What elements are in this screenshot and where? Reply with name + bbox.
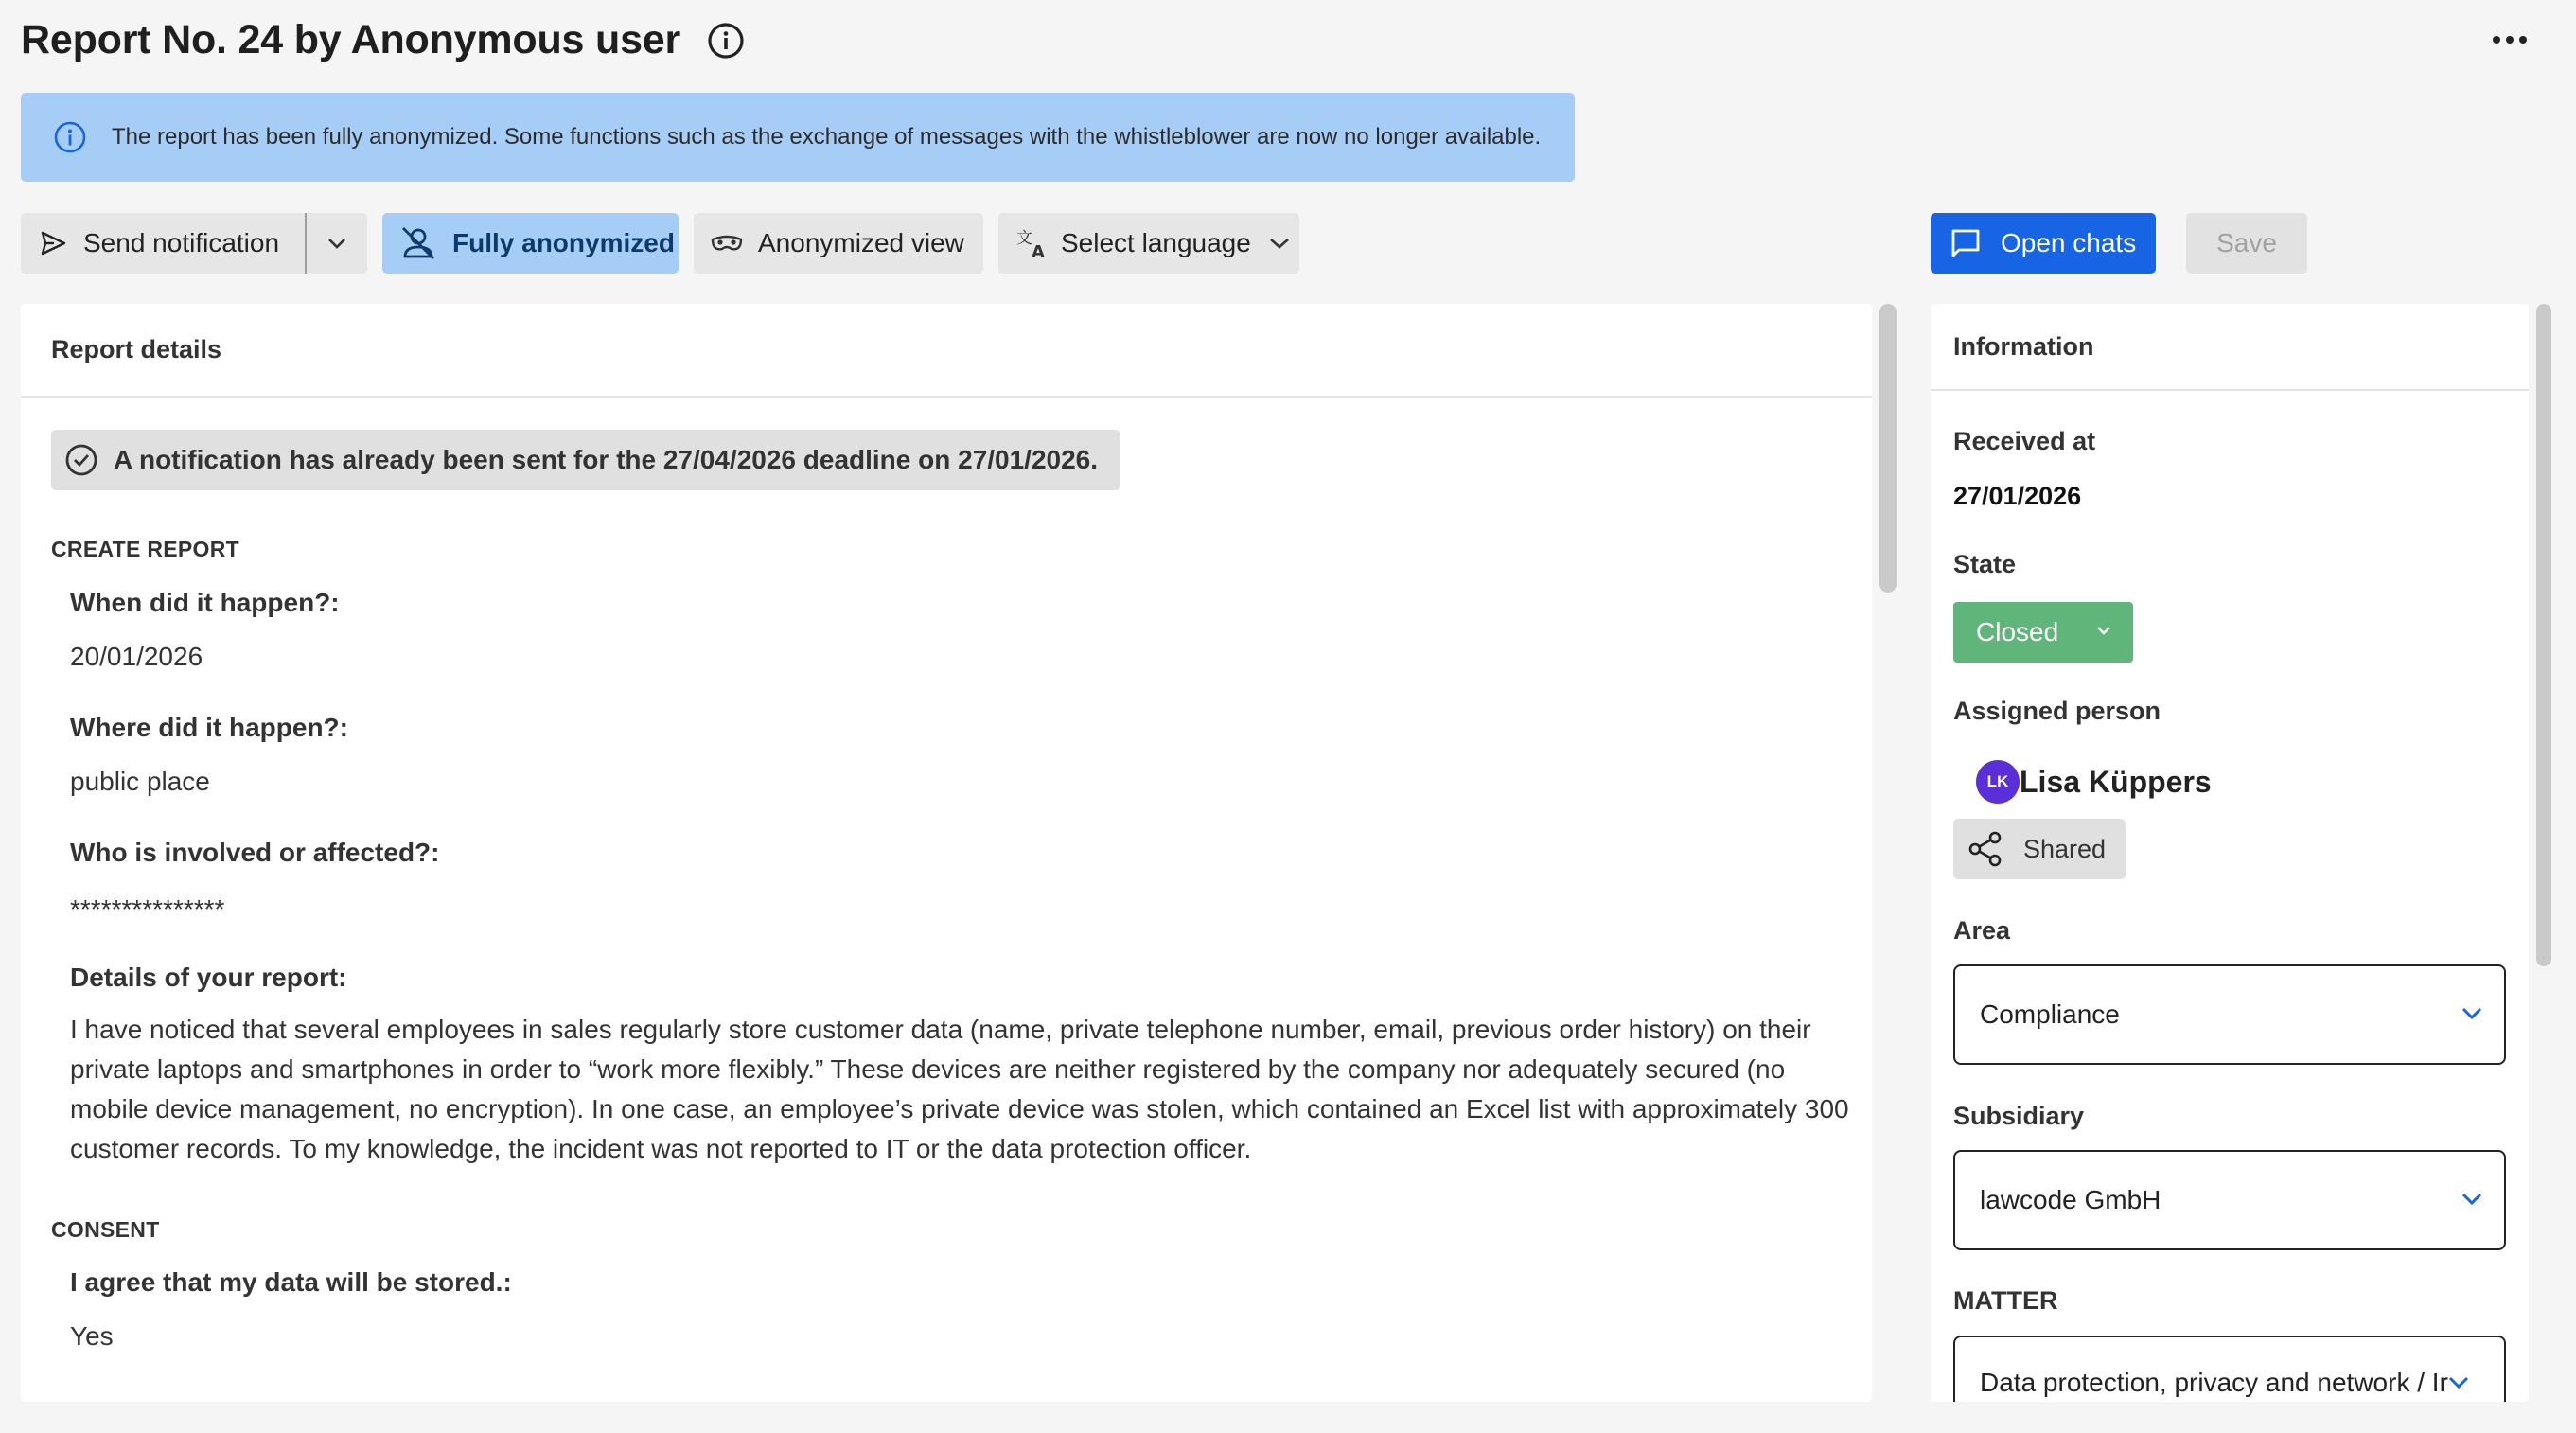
person-off-icon <box>399 224 437 262</box>
chevron-down-icon <box>2447 1375 2470 1390</box>
answer-value: public place <box>70 767 210 796</box>
matter-label: MATTER <box>1953 1286 2058 1315</box>
svg-text:文: 文 <box>1016 229 1032 248</box>
avatar: LK <box>1976 760 2020 804</box>
matter-select[interactable]: Data protection, privacy and network / Ir <box>1953 1336 2506 1402</box>
send-notification-button[interactable]: Send notification <box>21 213 367 274</box>
banner-text: The report has been fully anonymized. Some functions such as the exchange of messages with the whistleblower are now no longer available. <box>112 124 1542 150</box>
question-label: Where did it happen?: <box>70 713 348 742</box>
fully-anonymized-button[interactable]: Fully anonymized <box>382 213 679 274</box>
chevron-down-icon <box>2461 1006 2483 1021</box>
question-label: When did it happen?: <box>70 588 340 617</box>
section-title: CONSENT <box>51 1217 160 1242</box>
send-icon <box>38 228 68 258</box>
received-at-value: 27/01/2026 <box>1953 482 2082 510</box>
section-title: CREATE REPORT <box>51 537 239 561</box>
information-heading: Information <box>1931 304 2529 391</box>
information-scrollbar[interactable] <box>2536 304 2551 966</box>
chevron-down-icon <box>1268 237 1291 250</box>
question-label: Who is involved or affected?: <box>70 838 440 867</box>
subsidiary-label: Subsidiary <box>1953 1102 2085 1130</box>
area-select[interactable]: Compliance <box>1953 964 2506 1065</box>
share-icon <box>1967 830 2004 868</box>
page-title-text: Report No. 24 by Anonymous user <box>21 17 681 62</box>
received-at-label: Received at <box>1953 427 2096 455</box>
state-dropdown[interactable]: Closed <box>1953 602 2133 663</box>
info-icon <box>53 120 87 154</box>
anonymized-info-banner <box>21 93 1575 182</box>
report-details-card <box>21 304 1872 1402</box>
open-chats-button[interactable]: Open chats <box>1931 213 2156 274</box>
chevron-down-icon <box>2461 1192 2483 1207</box>
assigned-person-label: Assigned person <box>1953 697 2161 725</box>
save-button[interactable]: Save <box>2186 213 2307 274</box>
svg-text:A: A <box>1032 242 1045 260</box>
assigned-person[interactable] <box>1976 760 2212 804</box>
question-label: Details of your report: <box>70 963 347 992</box>
page-title <box>21 17 745 63</box>
chevron-down-icon <box>2095 625 2112 636</box>
mask-icon <box>711 234 743 253</box>
report-toolbar <box>0 213 2576 274</box>
question-label: I agree that my data will be stored.: <box>70 1267 512 1297</box>
more-horizontal-icon <box>2493 36 2500 44</box>
answer-value: Yes <box>70 1321 114 1351</box>
report-details-heading: Report details <box>21 304 1872 398</box>
send-notification-dropdown[interactable] <box>307 213 367 274</box>
translate-icon <box>1015 226 1050 260</box>
answer-value: 20/01/2026 <box>70 642 203 671</box>
notification-sent-chip: A notification has already been sent for the 27/04/2026 deadline on 27/01/2026. <box>51 430 1120 490</box>
information-panel <box>1931 304 2529 1402</box>
check-circle-icon <box>64 443 98 477</box>
report-scrollbar[interactable] <box>1879 304 1897 593</box>
subsidiary-select[interactable]: lawcode GmbH <box>1953 1150 2506 1250</box>
area-label: Area <box>1953 916 2011 945</box>
more-options-button[interactable] <box>2481 23 2538 57</box>
chevron-down-icon <box>326 237 347 250</box>
assigned-person-name: Lisa Küppers <box>2020 764 2212 799</box>
select-language-button[interactable]: 文 A Select language <box>998 213 1299 274</box>
shared-button[interactable]: Shared <box>1953 819 2126 879</box>
state-label: State <box>1953 550 2017 578</box>
anonymized-view-button[interactable]: Anonymized view <box>694 213 983 274</box>
report-details-text: I have noticed that several employees in sales regularly store customer data (name, private telephone number, email, previous order history) on their private laptops and smartphones in order to “work more flexibly.” These devices are neither registered by the company nor adequately secured (no mobile device management, no encryption). In one case, an employee’s private device was stolen, which contained an Excel list with approximately 300 customer records. To my knowledge, the incident was not reported to IT or the data protection officer. <box>70 1015 1849 1163</box>
info-circle-icon[interactable] <box>707 22 745 60</box>
answer-value: *************** <box>70 894 225 924</box>
chat-icon <box>1950 227 1982 259</box>
